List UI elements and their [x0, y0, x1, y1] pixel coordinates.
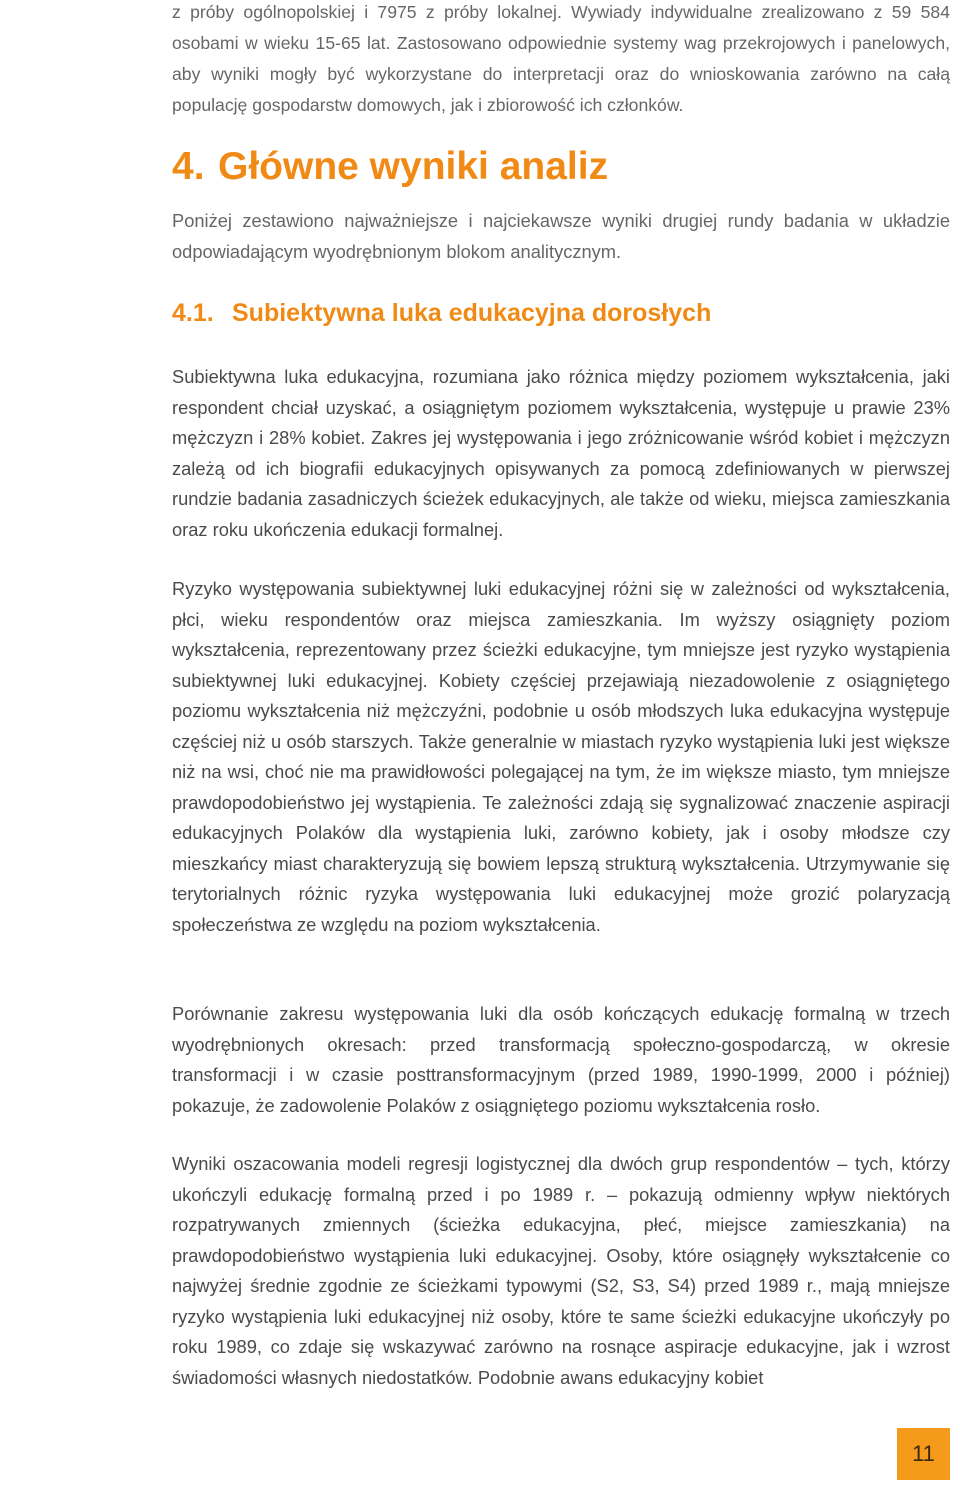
subsection-number: 4.1.: [172, 299, 214, 327]
page-number-badge: 11: [897, 1428, 950, 1480]
paragraph-2: Ryzyko występowania subiektywnej luki edukacyjnej różni się w zależności od wykształcenia, płci, wieku respondentów oraz miejsca zamieszkania. Im wyższy osiągnięty poziom wykształcenia, reprezentowany przez ścieżki edukacyjne, tym mniejsze jest ryzyko wystąpienia subiektywnej luki edukacyjnej. Kobiety częściej przejawiają niezadowolenie z osiągniętego poziomu wykształcenia niż mężczyźni, podobnie u osób młodszych luka edukacyjna występuje częściej niż u osób starszych. Także generalnie w miastach ryzyko wystąpienia luki jest większe niż na wsi, choć nie ma prawidłowości polegającej na tym, że im większe miasto, tym mniejsze prawdopodobieństwo jej wystąpienia. Te zależności zdają się sygnalizować znaczenie aspiracji edukacyjnych Polaków dla wystąpienia luki, zarówno kobiety, jak i osoby młodsze czy mieszkańcy miast charakteryzują się bowiem lepszą strukturą wykształcenia. Utrzymywanie się terytorialnych różnic ryzyka występowania luki edukacyjnej może grozić polaryzacją społeczeństwa ze względu na poziom wykształcenia.: [172, 578, 950, 935]
subsection-title: Subiektywna luka edukacyjna dorosłych: [232, 299, 712, 327]
section-number: 4.: [172, 145, 205, 188]
paragraph-1: Subiektywna luka edukacyjna, rozumiana jako różnica między poziomem wykształcenia, jaki respondent chciał uzyskać, a osiągniętym poziomem wykształcenia, występuje u prawie 23% mężczyzn i 28% kobiet. Zakres jej występowania i jego zróżnicowanie wśród kobiet i mężczyzn zależą od ich biografii edukacyjnych opisywanych za pomocą zdefiniowanych w pierwszej rundzie badania zasadniczych ścieżek edukacyjnych, ale także od wieku, miejsca zamieszkania oraz roku ukończenia edukacji formalnej.: [172, 366, 950, 540]
intro-paragraph: z próby ogólnopolskiej i 7975 z próby lokalnej. Wywiady indywidualne zrealizowano z 59 584 osobami w wieku 15-65 lat. Zastosowano odpowiednie systemy wag przekrojowych i panelowych, aby wyniki mogły być wykorzystane do interpretacji oraz do wnioskowania zarówno na całą populację gospodarstw domowych, jak i zbiorowość ich członków.: [172, 2, 950, 115]
section-title: Główne wyniki analiz: [218, 145, 609, 188]
section-lead: Poniżej zestawiono najważniejsze i najciekawsze wyniki drugiej rundy badania w układzie odpowiadającym wyodrębnionym blokom analitycznym.: [172, 210, 950, 262]
paragraph-4: Wyniki oszacowania modeli regresji logistycznej dla dwóch grup respondentów – tych, którzy ukończyli edukację formalną przed i po 1989 r. – pokazują odmienny wpływ niektórych rozpatrywanych zmiennych (ścieżka edukacyjna, płeć, miejsce zamieszkania) na prawdopodobieństwo wystąpienia luki edukacyjnej. Osoby, które osiągnęły wykształcenie co najwyżej średnie zgodnie ze ścieżkami typowymi (S2, S3, S4) przed 1989 r., mają mniejsze ryzyko wystąpienia luki edukacyjnej niż osoby, które te same ścieżki edukacyjne ukończyły po roku 1989, co zdaje się wskazywać zarówno na rosnące aspiracje edukacyjne, jak i wzrost świadomości własnych niedostatków. Podobnie awans edukacyjny kobiet: [172, 1153, 950, 1388]
paragraph-3: Porównanie zakresu występowania luki dla osób kończących edukację formalną w trzech wyodrębnionych okresach: przed transformacją społeczno-gospodarczą, w okresie transformacji i w czasie posttransformacyjnym (przed 1989, 1990-1999, 2000 i później) pokazuje, że zadowolenie Polaków z osiągniętego poziomu wykształcenia rosło.: [172, 1003, 950, 1116]
